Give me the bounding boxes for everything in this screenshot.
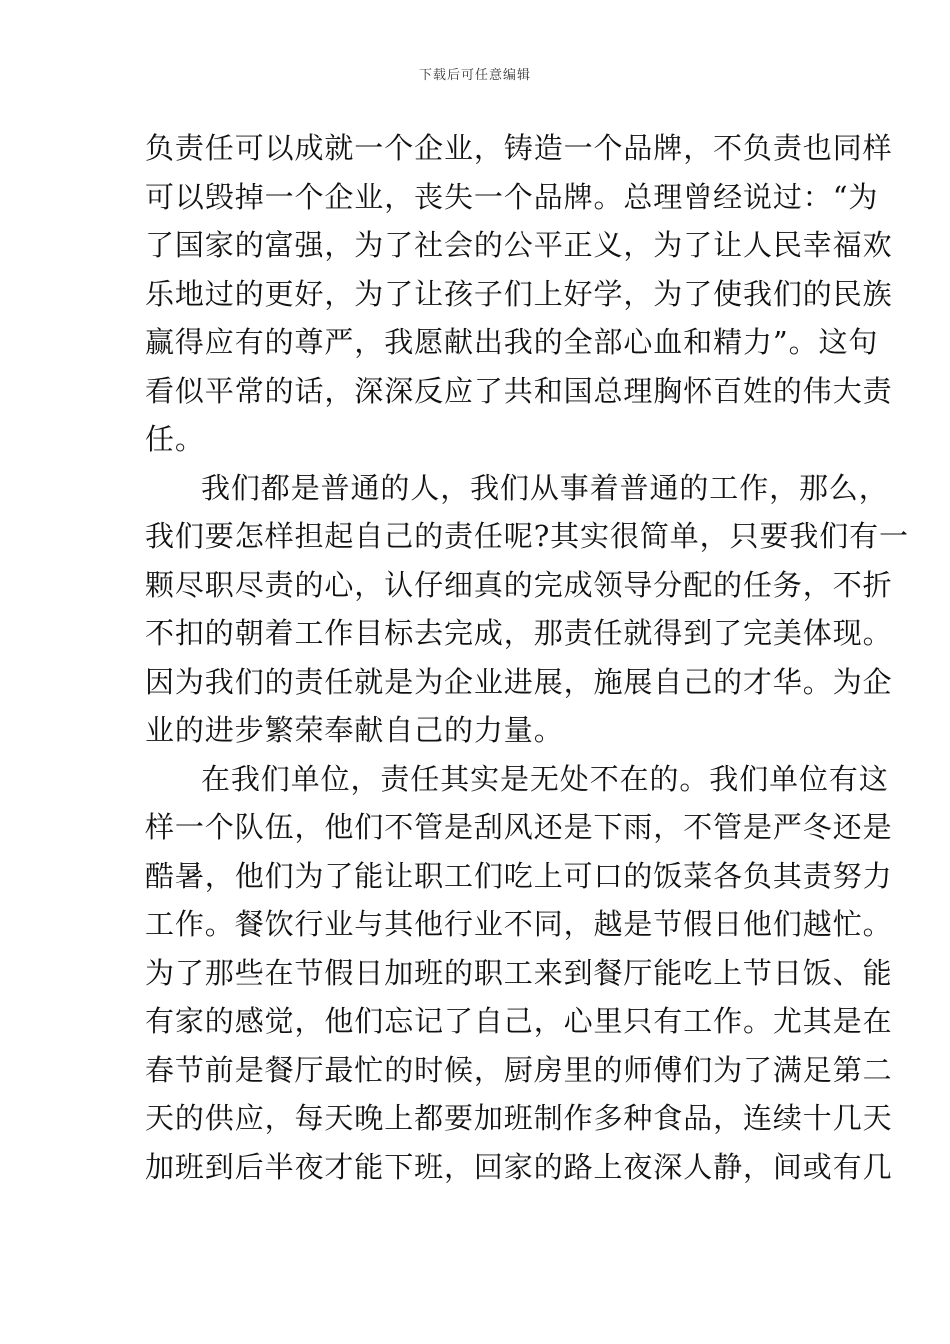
- text-line: 我们要怎样担起自己的责任呢?其实很简单，只要我们有一: [145, 519, 909, 553]
- text-line: 酷暑，他们为了能让职工们吃上可口的饭菜各负其责努力: [145, 858, 893, 893]
- text-line: 样一个队伍，他们不管是刮风还是下雨，不管是严冬还是: [145, 810, 893, 844]
- text-line: 为了那些在节假日加班的职工来到餐厅能吃上节日饭、能: [145, 955, 893, 990]
- text-line: 业的进步繁荣奉献自己的力量。: [145, 713, 564, 747]
- text-line: 因为我们的责任就是为企业进展，施展自己的才华。为企: [145, 664, 893, 699]
- text-line: 任。: [145, 422, 205, 456]
- text-line: 看似平常的话，深深反应了共和国总理胸怀百姓的伟大责: [145, 373, 893, 408]
- text-line: 可以毁掉一个企业，丧失一个品牌。总理曾经说过：“为: [145, 179, 879, 214]
- text-line: 颗尽职尽责的心，认仔细真的完成领导分配的任务，不折: [145, 567, 893, 602]
- text-line: 工作。餐饮行业与其他行业不同，越是节假日他们越忙。: [145, 907, 893, 941]
- text-line: 有家的感觉，他们忘记了自己，心里只有工作。尤其是在: [145, 1004, 893, 1038]
- text-line: 加班到后半夜才能下班，回家的路上夜深人静，间或有几: [145, 1149, 893, 1184]
- paragraph-2: [145, 464, 909, 755]
- text-line: 在我们单位，责任其实是无处不在的。我们单位有这: [201, 761, 889, 796]
- text-line: 我们都是普通的人，我们从事着普通的工作，那么，: [201, 470, 889, 505]
- document-body: [145, 124, 909, 1191]
- text-line: 赢得应有的尊严，我愿献出我的全部心血和精力”。这句: [145, 325, 879, 359]
- text-line: 了国家的富强，为了社会的公平正义，为了让人民幸福欢: [145, 228, 893, 262]
- paragraph-3: [145, 755, 893, 1192]
- text-line: 乐地过的更好，为了让孩子们上好学，为了使我们的民族: [145, 276, 893, 311]
- paragraph-1: [145, 124, 893, 464]
- text-line: 负责任可以成就一个企业，铸造一个品牌，不负责也同样: [145, 131, 893, 165]
- text-line: 春节前是餐厅最忙的时候，厨房里的师傅们为了满足第二: [145, 1052, 893, 1087]
- text-line: 不扣的朝着工作目标去完成，那责任就得到了完美体现。: [145, 616, 893, 650]
- text-line: 天的供应，每天晚上都要加班制作多种食品，连续十几天: [145, 1101, 893, 1135]
- page-header: 下载后可任意编辑: [418, 68, 531, 83]
